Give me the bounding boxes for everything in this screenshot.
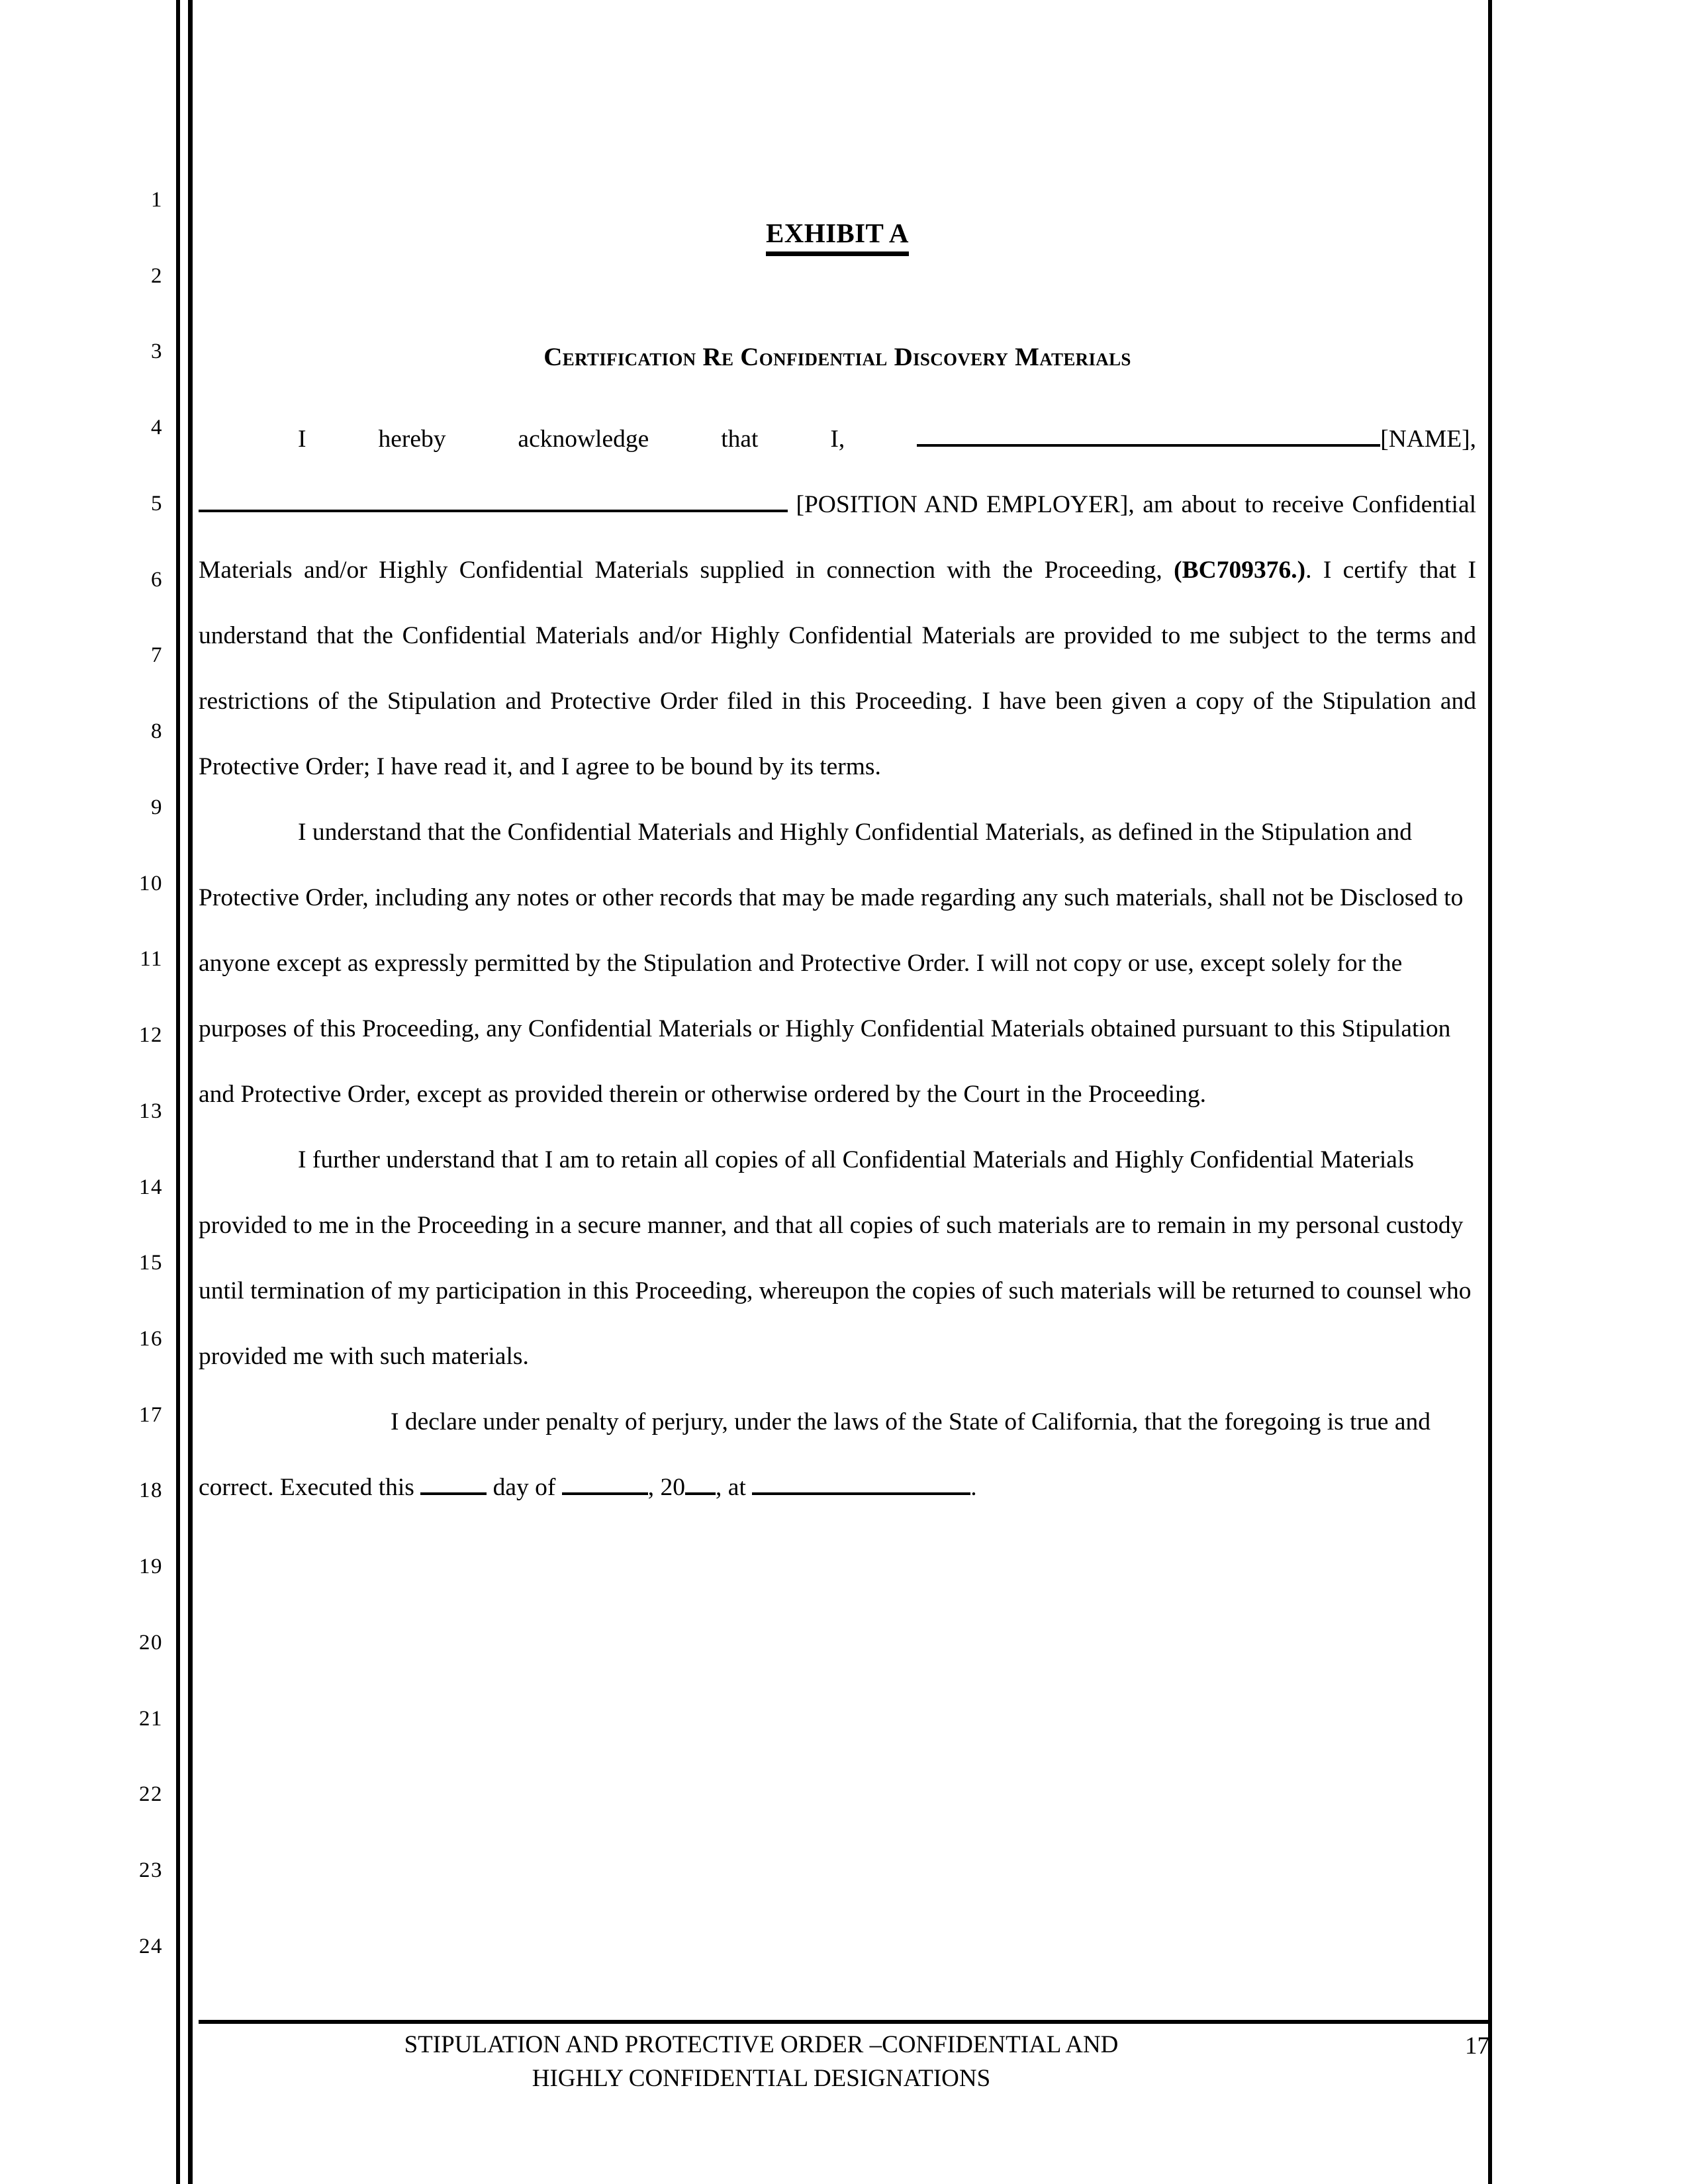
paragraph-retention: I further understand that I am to retain all copies of all Confidential Materials and Highly Confidential Materials provided to me in the Proceeding in a secure manner, and that all copies of such materials are to remain in my personal custody until termination of my participation in this Proceeding, whereupon the copies of such materials will be returned to counsel who provided me with such materials. — [199, 1146, 1472, 1370]
exhibit-title-text: EXHIBIT A — [766, 218, 909, 256]
line-number: 4 — [151, 416, 163, 440]
line-number: 10 — [139, 871, 163, 895]
year-blank-field[interactable] — [685, 1473, 716, 1495]
case-number: (BC709376.) — [1174, 556, 1306, 584]
declaration-period: . — [970, 1473, 977, 1501]
paragraph-declaration — [199, 1389, 1476, 1520]
line-number: 24 — [139, 1934, 163, 1958]
line-number: 22 — [139, 1782, 163, 1807]
line-number: 14 — [139, 1175, 163, 1199]
document-body — [199, 189, 1476, 1520]
line-number: 13 — [139, 1099, 163, 1123]
line-number-gutter — [99, 189, 163, 1958]
position-employer-blank-field[interactable] — [199, 490, 788, 512]
name-placeholder-label: [NAME], — [1380, 425, 1477, 453]
day-of-label: day of — [492, 1473, 556, 1501]
footer-line-1: STIPULATION AND PROTECTIVE ORDER –CONFIDENTIAL AND — [404, 2031, 1119, 2058]
line-number: 1 — [151, 188, 163, 212]
acknowledge-intro-text: I hereby acknowledge that I, — [298, 425, 845, 453]
acknowledge-tail-text: . I certify that I understand that the Confidential Materials and/or Highly Confidential Materials are provided to me subject to the terms and restrictions of the Stipulation and Protective Order filed in this Proceeding. I have been given a copy of the Stipulation and Protective Order; I have read it, and I agree to be bound by its terms. — [199, 556, 1476, 780]
line-number: 17 — [139, 1402, 163, 1427]
name-blank-field[interactable] — [917, 424, 1380, 447]
place-blank-field[interactable] — [752, 1473, 970, 1495]
left-outer-margin-rule — [176, 0, 180, 2184]
line-number: 20 — [139, 1630, 163, 1655]
line-number: 21 — [139, 1706, 163, 1731]
line-number: 19 — [139, 1555, 163, 1579]
line-number: 7 — [151, 643, 163, 668]
line-number: 2 — [151, 263, 163, 288]
line-number: 15 — [139, 1251, 163, 1275]
certification-heading: Certification Re Confidential Discovery Materials — [543, 343, 1131, 372]
at-label: , at — [716, 1473, 746, 1501]
line-number: 16 — [139, 1327, 163, 1351]
page-number: 17 — [1465, 2032, 1489, 2060]
footer-title-block — [199, 2023, 1324, 2095]
line-number: 8 — [151, 719, 163, 744]
right-margin-rule — [1488, 0, 1492, 2184]
footer-line-2: HIGHLY CONFIDENTIAL DESIGNATIONS — [532, 2065, 991, 2092]
page-footer — [199, 2023, 1489, 2095]
paragraph-acknowledgement — [199, 406, 1476, 799]
left-inner-margin-rule — [188, 0, 193, 2184]
exhibit-title — [199, 218, 1476, 256]
line-number: 23 — [139, 1858, 163, 1883]
line-number: 18 — [139, 1479, 163, 1503]
declaration-text: I declare under penalty of perjury, under the laws of the State of California, that the foregoing is true and correct. Executed this — [199, 1408, 1430, 1501]
line-number: 9 — [151, 795, 163, 819]
day-blank-field[interactable] — [420, 1473, 487, 1495]
line-number: 6 — [151, 567, 163, 592]
line-number: 12 — [139, 1023, 163, 1048]
acknowledge-body-text: [POSITION AND EMPLOYER], am about to receive Confidential Materials and/or Highly Confidential Materials supplied in connection with the Proceeding, — [199, 490, 1477, 584]
month-blank-field[interactable] — [562, 1473, 648, 1495]
year-prefix-label: , 20 — [647, 1473, 686, 1501]
paragraph-understanding: I understand that the Confidential Materials and Highly Confidential Materials, as defined in the Stipulation and Protective Order, including any notes or other records that may be made regarding any such materials, shall not be Disclosed to anyone except as expressly permitted by the Stipulation and Protective Order. I will not copy or use, except solely for the purposes of this Proceeding, any Confidential Materials or Highly Confidential Materials obtained pursuant to this Stipulation and Protective Order, except as provided therein or otherwise ordered by the Court in the Proceeding. — [199, 818, 1464, 1108]
line-number: 5 — [151, 491, 163, 516]
line-number: 11 — [140, 947, 163, 972]
line-number: 3 — [151, 340, 163, 364]
